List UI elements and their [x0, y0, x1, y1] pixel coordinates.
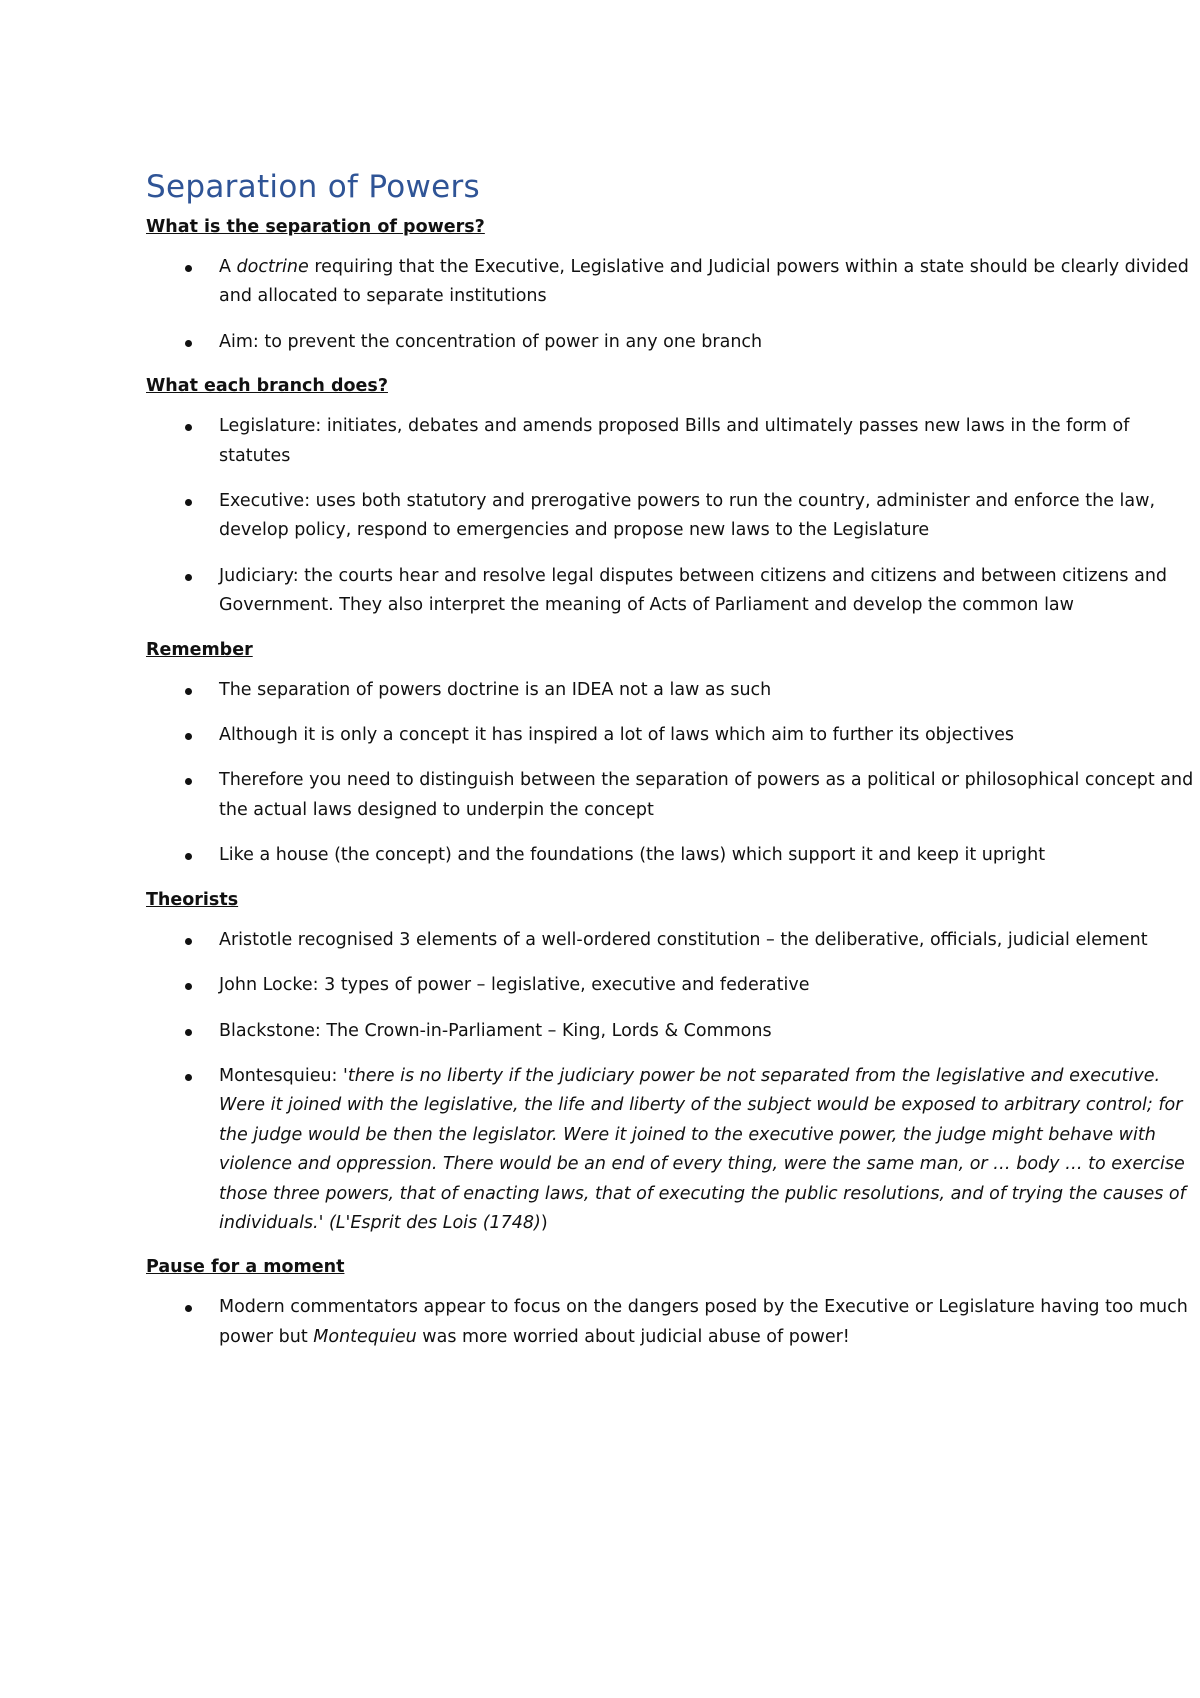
bullet-list: [146, 926, 1186, 1239]
bullet-list: [146, 1293, 1188, 1352]
section-heading: What is the separation of powers?: [146, 217, 485, 237]
section-what-is: [146, 215, 1189, 357]
bullet-icon: [185, 688, 192, 695]
list-item: [146, 766, 1200, 825]
item-text: Executive: uses both statutory and prerogative powers to run the country, administer and enforce the law, develop policy, respond to emergencies and propose new laws to the Legislature: [219, 491, 1156, 541]
item-text: Like a house (the concept) and the foundations (the laws) which support it and keep it upright: [219, 845, 1046, 866]
bullet-icon: [185, 983, 192, 990]
quote-text: there is no liberty if the judiciary power be not separated from the legislative and executive. Were it joined with the legislative, the life and liberty of the subject would be exposed to arbitrary control; for the judge would be then the legislator. Were it joined to the executive power, the judge might behave with violence and oppression. There would be an end of every thing, were the same man, or … body … to exercise those three powers, that of enacting laws, that of executing the public resolutions, and of trying the causes of individuals.' (L'Esprit des Lois (1748): [219, 1065, 1186, 1233]
bullet-icon: [185, 499, 192, 506]
list-item: [146, 676, 1200, 705]
list-item: [146, 412, 1200, 471]
list-item: [146, 971, 1200, 1000]
section-heading: What each branch does?: [146, 376, 388, 397]
bullet-icon: [185, 853, 192, 860]
item-text: Therefore you need to distinguish between the separation of powers as a political or philosophical concept and the actual laws designed to underpin the concept: [219, 770, 1194, 820]
bullet-icon: [185, 574, 192, 581]
list-item: [146, 487, 1200, 546]
list-item: [146, 1017, 1200, 1046]
section-heading: Pause for a moment: [146, 1257, 345, 1278]
section-remember: [146, 638, 1194, 871]
bullet-icon: [185, 424, 192, 431]
list-item: [146, 926, 1200, 955]
bullet-list: [146, 253, 1189, 357]
item-text-emphasis: doctrine: [236, 257, 309, 277]
list-item: [146, 841, 1200, 870]
document-page: [146, 168, 1194, 1369]
bullet-icon: [185, 938, 192, 945]
item-text-prefix: Modern commentators appear to focus on the dangers posed by the Executive or Legislature having too much power but: [219, 1297, 1188, 1347]
section-theorists: [146, 888, 1186, 1239]
item-text-prefix: A: [219, 257, 237, 277]
item-text: John Locke: 3 types of power – legislative, executive and federative: [219, 975, 810, 996]
item-text: Blackstone: The Crown-in-Parliament – King, Lords & Commons: [219, 1020, 772, 1041]
bullet-list: [146, 676, 1194, 871]
list-item: [146, 253, 1200, 312]
item-text-suffix: ): [540, 1212, 548, 1233]
bullet-icon: [185, 1305, 192, 1312]
section-pause: [146, 1255, 1188, 1352]
list-item: [146, 1062, 1200, 1238]
list-item: [146, 1293, 1200, 1352]
bullet-icon: [185, 733, 192, 740]
bullet-icon: [185, 1029, 192, 1036]
item-text: Aristotle recognised 3 elements of a well-ordered constitution – the deliberative, officials, judicial element: [219, 929, 1148, 950]
list-item: [146, 562, 1200, 621]
item-text-prefix: Montesquieu: ': [219, 1065, 348, 1086]
bullet-icon: [185, 778, 192, 785]
item-text-emphasis: Montequieu: [313, 1326, 417, 1347]
item-text: The separation of powers doctrine is an IDEA not a law as such: [219, 679, 772, 700]
bullet-icon: [185, 1074, 192, 1081]
bullet-icon: [185, 265, 192, 272]
section-heading: Theorists: [146, 889, 239, 910]
page-title: Separation of Powers: [146, 169, 481, 205]
item-text: Although it is only a concept it has inspired a lot of laws which aim to further its objectives: [219, 725, 1014, 746]
item-text: Judiciary: the courts hear and resolve legal disputes between citizens and citizens and between citizens and Government. They also interpret the meaning of Acts of Parliament and develop the common law: [219, 565, 1168, 616]
item-text-suffix: was more worried about judicial abuse of power!: [416, 1326, 850, 1347]
item-text: Aim: to prevent the concentration of power in any one branch: [219, 331, 763, 352]
section-heading: Remember: [146, 639, 253, 660]
list-item: [146, 721, 1200, 750]
section-branches: [146, 374, 1168, 620]
item-text-suffix: requiring that the Executive, Legislative and Judicial powers within a state should be clearly divided and allocated to separate institutions: [219, 257, 1189, 307]
item-text: Legislature: initiates, debates and amends proposed Bills and ultimately passes new laws in the form of statutes: [219, 416, 1130, 466]
list-item: [146, 328, 1200, 357]
bullet-list: [146, 412, 1168, 620]
bullet-icon: [185, 340, 192, 347]
